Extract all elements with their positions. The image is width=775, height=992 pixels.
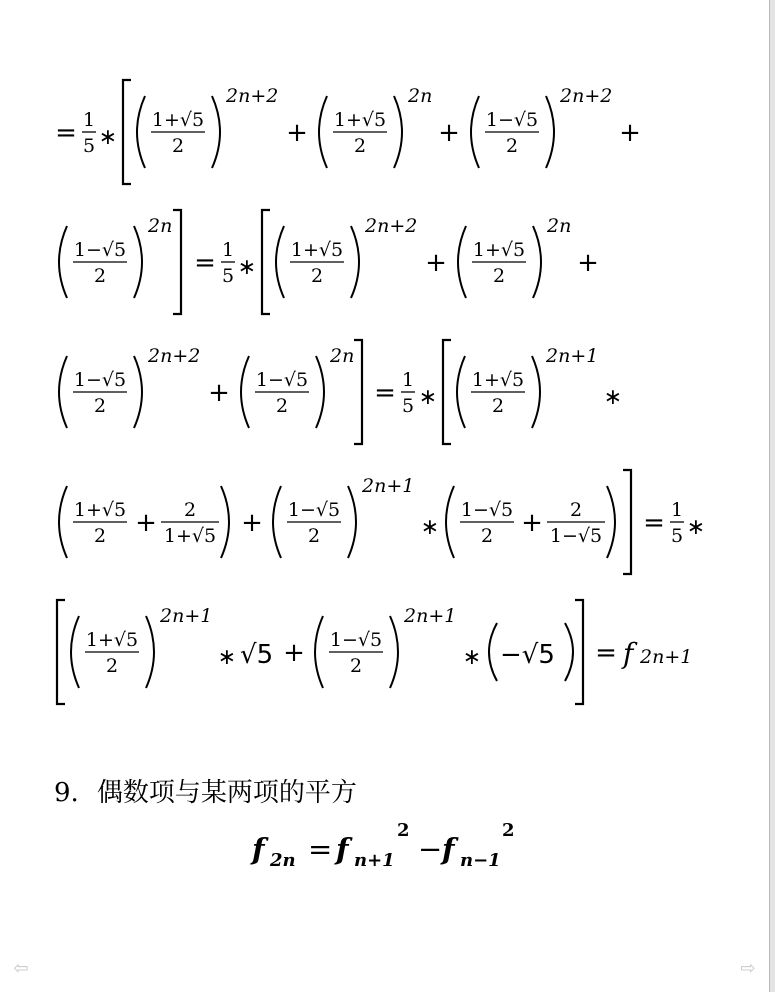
row1-term2-exponent: 2n	[408, 85, 433, 107]
row2-left-bracket	[262, 210, 270, 314]
row1-one-fifth-denominator: 5	[82, 135, 96, 157]
row4-plus1: +	[241, 508, 263, 538]
arrow-left-icon[interactable]: ⇦	[13, 958, 29, 979]
row5-term1-exponent: 2n+1	[160, 605, 213, 627]
row5-term1-right-paren	[146, 616, 154, 688]
row4-group2-right-paren	[607, 486, 615, 558]
row1-term3-fraction-denominator: 2	[505, 135, 519, 157]
row2-term3-fraction-denominator: 2	[492, 265, 506, 287]
row1-term2-fraction-numerator: 1+√5	[333, 109, 387, 131]
row5-result-f: f	[623, 637, 634, 670]
row5-term1-fraction-denominator: 2	[105, 655, 119, 677]
row4-term2-fraction-numerator: 1−√5	[287, 499, 341, 521]
row3-right-bracket	[354, 340, 362, 444]
section-number: 9.	[54, 778, 79, 808]
row4-group2-fraction1-denominator: 2	[480, 525, 494, 547]
row3-term3-left-paren	[457, 356, 465, 428]
row4-times2: ∗	[686, 515, 706, 540]
row2-term1-exponent: 2n	[148, 215, 173, 237]
row5-term2-exponent: 2n+1	[404, 605, 457, 627]
row5-times2: ∗	[462, 645, 482, 670]
row5-result-subscript: 2n+1	[640, 646, 693, 668]
row4-group1-right-paren	[221, 486, 229, 558]
row4-group2-fraction1-numerator: 1−√5	[460, 499, 514, 521]
row3-times2: ∗	[603, 385, 623, 410]
row1-term3-fraction-numerator: 1−√5	[485, 109, 539, 131]
row3-term2-fraction-denominator: 2	[275, 395, 289, 417]
scrollbar-track[interactable]	[770, 0, 775, 992]
row4-equals: =	[643, 508, 665, 538]
row2-term1-fraction-denominator: 2	[93, 265, 107, 287]
row2-term3-left-paren	[458, 226, 466, 298]
row4-group1-fraction1-numerator: 1+√5	[73, 499, 127, 521]
row1-times: ∗	[98, 125, 118, 150]
row1-term1-fraction-denominator: 2	[171, 135, 185, 157]
row4-group1-fraction2-numerator: 2	[183, 499, 197, 521]
row5-equals: =	[595, 638, 617, 668]
row2-term2-right-paren	[351, 226, 359, 298]
row4-right-bracket	[623, 470, 631, 574]
identity-formula	[252, 820, 532, 884]
row3-term1-exponent: 2n+2	[148, 345, 201, 367]
formula-lhs: f	[252, 832, 265, 866]
row3-term1-left-paren	[59, 356, 67, 428]
row1-plus3: +	[619, 118, 641, 148]
row2-term3-right-paren	[533, 226, 541, 298]
row3-term2-fraction-numerator: 1−√5	[255, 369, 309, 391]
row3-term1-fraction-denominator: 2	[93, 395, 107, 417]
row1-plus2: +	[438, 118, 460, 148]
formula-term2-square: 2	[502, 820, 515, 841]
row4-group2-left-paren	[446, 486, 454, 558]
row1-term3-left-paren	[471, 96, 479, 168]
row5-term1-left-paren	[71, 616, 79, 688]
section-title: 偶数项与某两项的平方	[96, 778, 357, 808]
row4-group1-left-paren	[59, 486, 67, 558]
row3-equals: =	[374, 378, 396, 408]
row3-term2-exponent: 2n	[330, 345, 355, 367]
row5-neg-right-paren	[565, 623, 573, 681]
row3-term3-exponent: 2n+1	[546, 345, 599, 367]
row5-times1: ∗	[217, 645, 237, 670]
row5-neg-sqrt5: −√5	[500, 640, 555, 670]
row1-term3-right-paren	[546, 96, 554, 168]
row3-times: ∗	[418, 385, 438, 410]
formula-term1-subscript: n+1	[354, 850, 395, 871]
row4-group1-plus: +	[135, 508, 157, 538]
row4-term2-exponent: 2n+1	[362, 475, 415, 497]
row5-term2-fraction-numerator: 1−√5	[329, 629, 383, 651]
row5-left-bracket	[57, 600, 65, 704]
row4-group2-plus: +	[521, 508, 543, 538]
row1-equals: =	[55, 118, 77, 148]
row2-equals: =	[194, 248, 216, 278]
row1-term1-right-paren	[212, 96, 220, 168]
row1-one-fifth-numerator: 1	[82, 109, 96, 131]
formula-minus: −	[418, 832, 443, 866]
row3-term3-fraction-denominator: 2	[491, 395, 505, 417]
row4-group2-fraction2-denominator: 1−√5	[549, 525, 603, 547]
row3-one-fifth-denominator: 5	[401, 395, 415, 417]
row2-one-fifth-numerator: 1	[221, 239, 235, 261]
row4-group2-fraction2-numerator: 2	[569, 499, 583, 521]
row2-one-fifth-denominator: 5	[221, 265, 235, 287]
row3-term2-left-paren	[241, 356, 249, 428]
row2-term1-fraction-numerator: 1−√5	[73, 239, 127, 261]
row5-neg-left-paren	[489, 623, 497, 681]
row2-times: ∗	[237, 255, 257, 280]
row4-group1-fraction2-denominator: 1+√5	[163, 525, 217, 547]
row1-term1-exponent: 2n+2	[226, 85, 279, 107]
row2-plus1: +	[425, 248, 447, 278]
row2-right-bracket	[173, 210, 181, 314]
row2-term2-left-paren	[276, 226, 284, 298]
row3-plus1: +	[208, 378, 230, 408]
row4-one-fifth-numerator: 1	[670, 499, 684, 521]
row2-term2-fraction-numerator: 1+√5	[290, 239, 344, 261]
row2-plus2: +	[577, 248, 599, 278]
row3-left-bracket	[443, 340, 451, 444]
row1-term2-right-paren	[394, 96, 402, 168]
row2-term2-exponent: 2n+2	[365, 215, 418, 237]
row1-term2-left-paren	[319, 96, 327, 168]
row2-term1-right-paren	[134, 226, 142, 298]
section-heading	[54, 776, 514, 810]
formula-term1: f	[336, 832, 349, 866]
row1-term1-left-paren	[137, 96, 145, 168]
row2-term2-fraction-denominator: 2	[310, 265, 324, 287]
row3-term1-fraction-numerator: 1−√5	[73, 369, 127, 391]
row4-times1: ∗	[420, 515, 440, 540]
formula-term1-square: 2	[397, 820, 410, 841]
row5-term1-fraction-numerator: 1+√5	[85, 629, 139, 651]
row4-group1-fraction1-denominator: 2	[93, 525, 107, 547]
formula-equals: =	[308, 832, 333, 866]
formula-lhs-subscript: 2n	[270, 850, 296, 871]
row4-term2-right-paren	[348, 486, 356, 558]
row4-term2-fraction-denominator: 2	[307, 525, 321, 547]
row1-term3-exponent: 2n+2	[560, 85, 613, 107]
arrow-right-icon[interactable]: ⇨	[740, 958, 756, 979]
row1-left-bracket	[123, 80, 131, 184]
row1-term2-fraction-denominator: 2	[353, 135, 367, 157]
row3-term3-fraction-numerator: 1+√5	[471, 369, 525, 391]
row3-one-fifth-numerator: 1	[401, 369, 415, 391]
row3-term1-right-paren	[134, 356, 142, 428]
row2-term3-fraction-numerator: 1+√5	[472, 239, 526, 261]
row4-term2-left-paren	[273, 486, 281, 558]
row4-one-fifth-denominator: 5	[670, 525, 684, 547]
row5-plus: +	[283, 638, 305, 668]
row5-term2-left-paren	[315, 616, 323, 688]
row3-term3-right-paren	[532, 356, 540, 428]
row5-term2-fraction-denominator: 2	[349, 655, 363, 677]
row5-sqrt5: √5	[240, 640, 274, 670]
row1-plus1: +	[286, 118, 308, 148]
row1-term1-fraction-numerator: 1+√5	[151, 109, 205, 131]
row5-right-bracket	[575, 600, 583, 704]
row2-term1-left-paren	[59, 226, 67, 298]
row3-term2-right-paren	[316, 356, 324, 428]
formula-term2: f	[442, 832, 455, 866]
row2-term3-exponent: 2n	[547, 215, 572, 237]
formula-term2-subscript: n−1	[460, 850, 501, 871]
row5-term2-right-paren	[390, 616, 398, 688]
